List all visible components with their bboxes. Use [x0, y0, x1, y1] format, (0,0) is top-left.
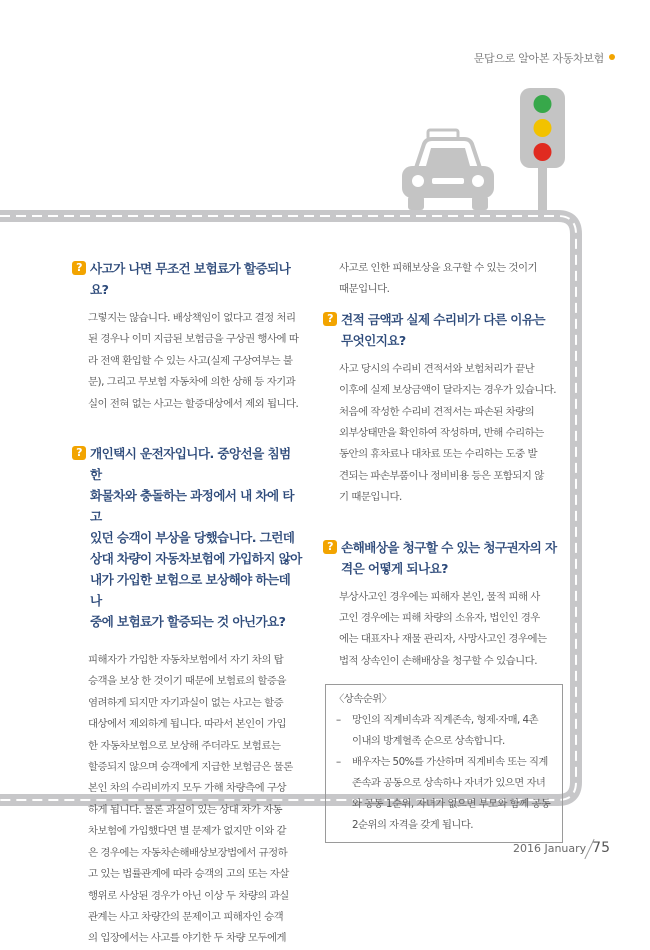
box-item: – 배우자는 50%를 가산하며 직계비속 또는 직계 존속과 공동으로 상속하나 자녀가 있으면 자녀 와 공동 1순위, 자녀가 없으면 부모와 함께 공동 2순위의 자격을 갖게 됩니다.	[336, 756, 551, 832]
header-dot-icon	[609, 54, 615, 60]
box-title: 〈상속순위〉	[334, 693, 392, 706]
header-title: 문답으로 알아본 자동차보험	[473, 52, 604, 65]
footer	[513, 840, 610, 856]
question-2: ? 개인택시 운전자입니다. 중앙선을 침범한 화물차와 충돌하는 과정에서 내 차에 타고 있던 승객이 부상을 당했습니다. 그런데 상대 차량이 자동차보험에 가입하지 않아 내가 가입한 보험으로 보상해야 하는데 나 중에 보험료가 할증되는 것 아닌가요?	[72, 443, 302, 632]
traffic-light-icon	[518, 86, 568, 211]
question-1	[72, 258, 302, 300]
answer-2: 피해자가 가입한 자동차보험에서 자기 차의 탑 승객을 보상 한 것이기 때문에 보험료의 할증을 염려하게 되지만 자기과실이 없는 사고는 할증 대상에서 제외하게 됩니다. 따라서 본인이 가입 한 자동차보험으로 보상해 주더라도 보험료는 할증되지 않으며 승객에게 지급한 보험금은 물론 본인 차의 수리비까지 모두 가해 차량측에 구상 하게 됩니다. 물론 과실이 있는 상대 차가 자동 차보험에 가입했다면 별 문제가 없지만 이와 같 은 경우에는 자동차손해배상보장법에서 규정하 고 있는 법률관계에 따라 승객의 고의 또는 자살 행위로 사상된 경우가 아닌 이상 두 차량의 과실 관계는 사고 차량간의 문제이고 피해자인 승객 의 입장에서는 사고를 야기한 두 차량 모두에게	[88, 654, 293, 945]
right-column	[323, 258, 563, 843]
answer-3: 사고 당시의 수리비 견적서와 보험처리가 끝난 이후에 실제 보상금액이 달라지는 경우가 있습니다. 처음에 작성한 수리비 견적서는 파손된 차량의 외부상태만을 확인하여 작성하며, 반해 수리하는 동안의 휴차료나 대차료 또는 수리하는 도중 발 견되는 파손부품이나 정비비용 등은 포함되지 않 기 때문입니다.	[339, 362, 557, 504]
question-mark-icon: ?	[323, 540, 337, 554]
taxi-car-icon	[398, 128, 498, 212]
question-mark-icon: ?	[72, 446, 86, 460]
question-3: ? 견적 금액과 실제 수리비가 다른 이유는 무엇인지요?	[323, 309, 563, 351]
answer-4: 부상사고인 경우에는 피해자 본인, 물적 피해 사 고인 경우에는 피해 차량의 소유자, 법인인 경우 에는 대표자나 재물 관리자, 사망사고인 경우에는 법적 상속인이 손해배상을 청구할 수 있습니다.	[339, 590, 547, 667]
inheritance-order-box	[325, 684, 563, 843]
page-number: 75	[592, 840, 610, 856]
answer-2-continued: 사고로 인한 피해보상을 요구할 수 있는 것이기 때문입니다.	[339, 262, 538, 296]
question-4: ? 손해배상을 청구할 수 있는 청구권자의 자 격은 어떻게 되나요?	[323, 537, 563, 579]
question-mark-icon: ?	[72, 261, 86, 275]
box-item: – 망인의 직계비속과 직계존속, 형제·자매, 4촌 이내의 방계혈족 순으로 상속합니다.	[336, 714, 539, 748]
footer-issue: 2016 January	[512, 842, 587, 855]
left-column	[72, 258, 302, 950]
question-1-text: 사고가 나면 무조건 보험료가 할증되나요?	[90, 261, 291, 297]
answer-1: 그렇지는 않습니다. 배상책임이 없다고 결정 처리 된 경우나 이미 지급된 보험금을 구상권 행사에 따 라 전액 환입할 수 있는 사고(실제 구상여부는 불 문), 그리고 무보험 자동차에 의한 상해 등 자기과 실이 전혀 없는 사고는 할증대상에서 제외 됩니다.	[88, 312, 299, 410]
question-mark-icon: ?	[323, 312, 337, 326]
